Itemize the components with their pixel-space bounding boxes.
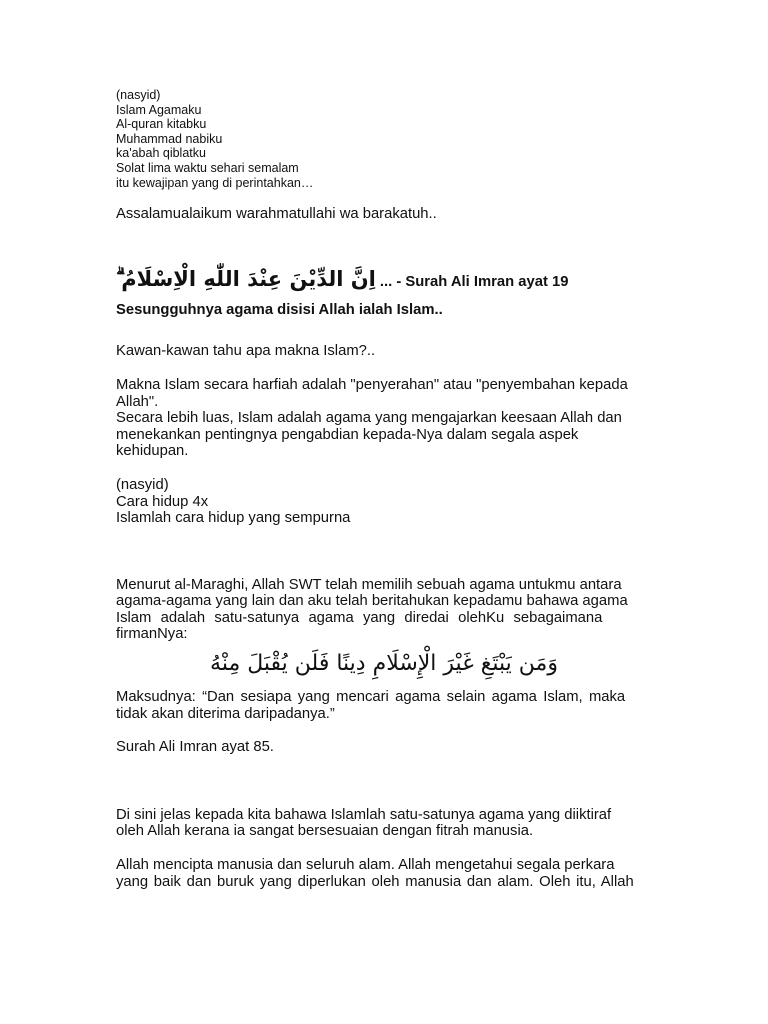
nasyid-intro [116, 88, 652, 190]
nasyid-intro-line: Muhammad nabiku [116, 131, 223, 146]
nasyid-intro-line: (nasyid) [116, 88, 161, 102]
maraghi-paragraph [116, 577, 652, 643]
verse-2-reference: Surah Ali Imran ayat 85. [116, 739, 274, 756]
verse-2-translation [116, 689, 652, 722]
verse-1-arabic: اِنَّ الدِّيْنَ عِنْدَ اللّٰهِ الْاِسْلَامُ ۗ [116, 266, 376, 291]
maraghi-line: firmanNya: [116, 626, 188, 643]
nasyid-intro-line: itu kewajipan yang di perintahkan… [116, 175, 314, 190]
document-page [116, 88, 652, 890]
verse-1-line [116, 267, 652, 292]
islam-meaning [116, 377, 652, 460]
verse-2-arabic: وَمَن يَبْتَغِ غَيْرَ الْإِسْلَامِ دِينًا فَلَن يُقْبَلَ مِنْهُ [210, 651, 558, 677]
meaning-line: menekankan pentingnya pengabdian kepada-Nya dalam segala aspek [116, 426, 579, 443]
nasyid-intro-line: Al-quran kitabku [116, 117, 207, 132]
nasyid-2 [116, 477, 652, 527]
greeting: Assalamualaikum warahmatullahi wa barakatuh.. [116, 206, 437, 223]
translation-line: tidak akan diterima daripadanya.” [116, 705, 335, 722]
nasyid-2-line: Cara hidup 4x [116, 493, 209, 510]
meaning-line: Makna Islam secara harfiah adalah "penyerahan" atau "penyembahan kepada [116, 376, 628, 393]
creation-paragraph [116, 857, 652, 890]
nasyid-2-line: (nasyid) [116, 476, 169, 493]
nasyid-intro-line: Solat lima waktu sehari semalam [116, 160, 299, 175]
verse-1-translation: Sesungguhnya agama disisi Allah ialah Islam.. [116, 301, 443, 318]
conclusion-paragraph [116, 807, 652, 840]
question: Kawan-kawan tahu apa makna Islam?.. [116, 343, 376, 360]
conclusion-line: Di sini jelas kepada kita bahawa Islamlah satu-satunya agama yang diiktiraf [116, 806, 612, 823]
conclusion-line: oleh Allah kerana ia sangat bersesuaian dengan fitrah manusia. [116, 823, 534, 840]
maraghi-line: agama-agama yang lain dan aku telah beritahukan kepadamu bahawa agama [116, 593, 628, 610]
creation-line: yang baik dan buruk yang diperlukan oleh manusia dan alam. Oleh itu, Allah [116, 873, 634, 890]
maraghi-line: Islam adalah satu-satunya agama yang diredai olehKu sebagaimana [116, 609, 603, 626]
nasyid-intro-line: ka'abah qiblatku [116, 146, 206, 161]
verse-1-reference: ... - Surah Ali Imran ayat 19 [379, 273, 569, 290]
creation-line: Allah mencipta manusia dan seluruh alam. Allah mengetahui segala perkara [116, 857, 615, 874]
nasyid-2-line: Islamlah cara hidup yang sempurna [116, 510, 351, 527]
translation-line: Maksudnya: “Dan sesiapa yang mencari agama selain agama Islam, maka [116, 689, 626, 706]
meaning-line: Secara lebih luas, Islam adalah agama yang mengajarkan keesaan Allah dan [116, 410, 622, 427]
maraghi-line: Menurut al-Maraghi, Allah SWT telah memilih sebuah agama untukmu antara [116, 576, 622, 593]
meaning-line: Allah". [116, 393, 159, 410]
meaning-line: kehidupan. [116, 443, 189, 460]
nasyid-intro-line: Islam Agamaku [116, 102, 202, 117]
